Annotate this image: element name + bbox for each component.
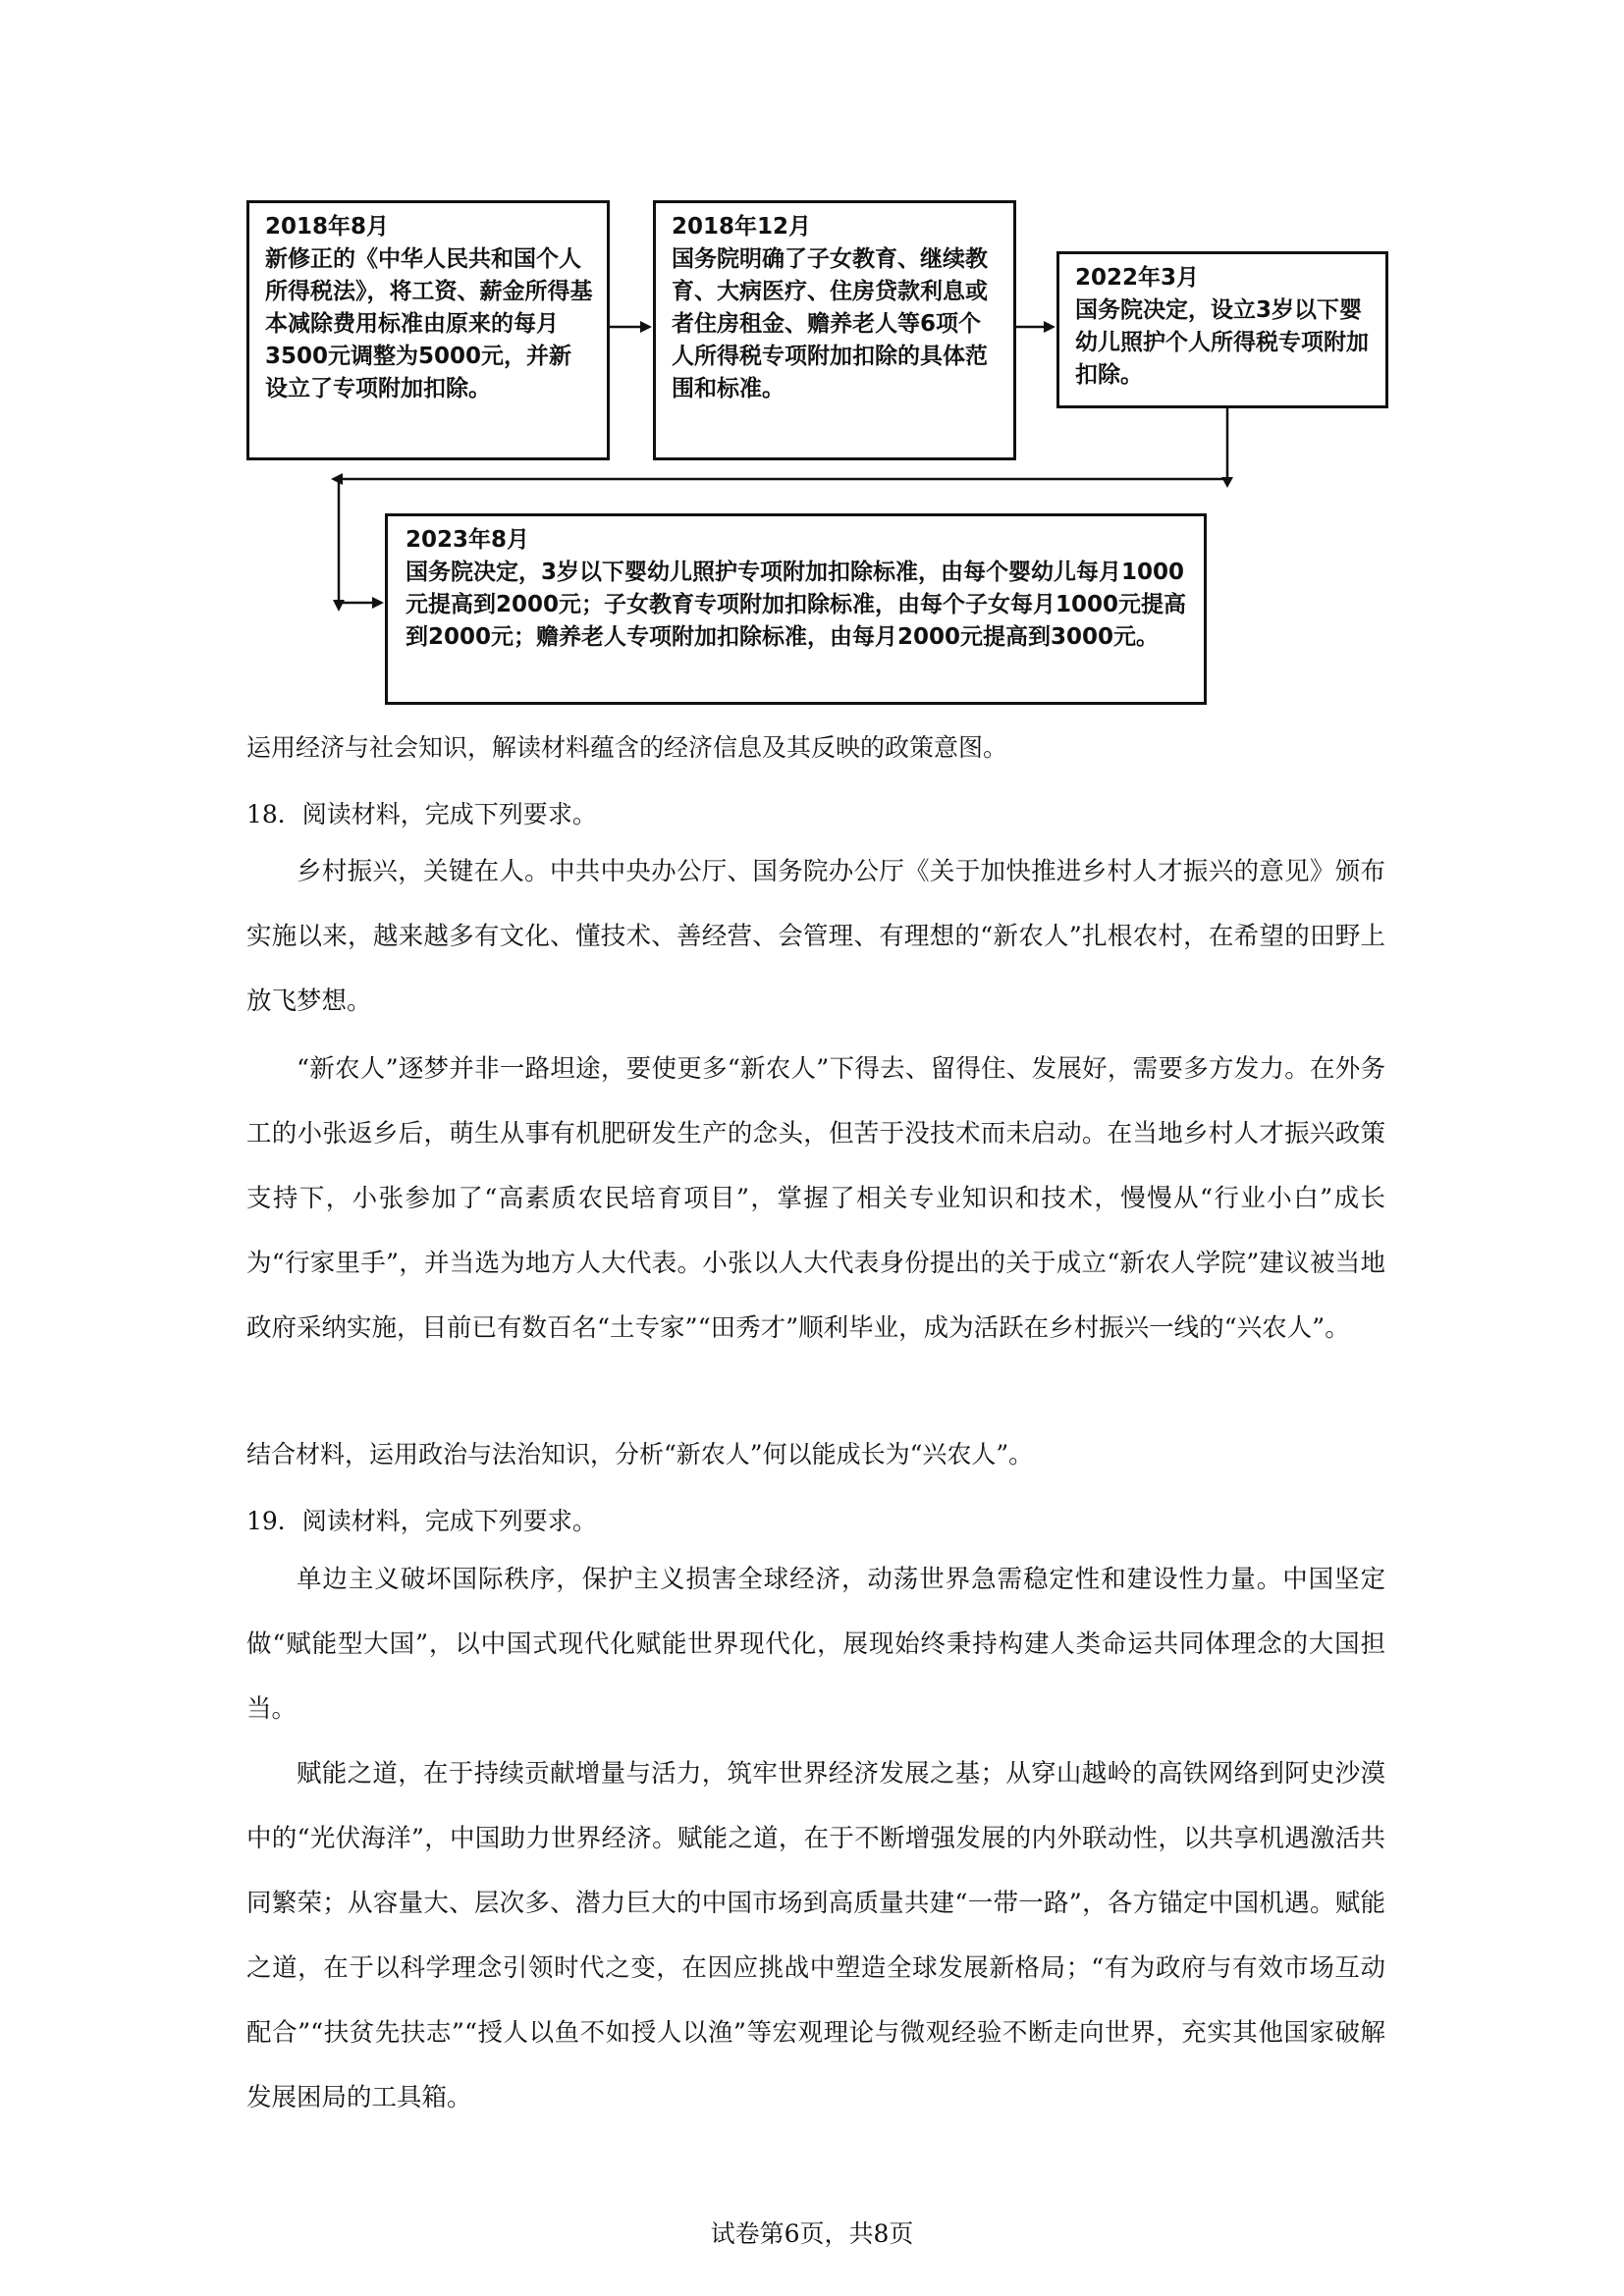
arrow-head (1221, 477, 1233, 488)
flow-date: 2018年12月 (672, 214, 812, 240)
q17-prompt: 运用经济与社会知识，解读材料蕴含的经济信息及其反映的政策意图。 (246, 733, 1008, 762)
q18-heading: 18．阅读材料，完成下列要求。 (246, 800, 597, 828)
arrow-head (1044, 321, 1056, 333)
arrow-head (372, 597, 384, 609)
flow-date: 2018年8月 (265, 214, 390, 240)
page-footer: 试卷第6页，共8页 (710, 2219, 914, 2248)
flow-arrows (0, 0, 1624, 746)
q18-paragraph-2: “新农人”逐梦并非一路坦途，要使更多“新农人”下得去、留得住、发展好，需要多方发力。在外务工的小张返乡后，萌生从事有机肥研发生产的念头，但苦于没技术而未启动。在当地乡村人才振兴政策支持下，小张参加了“高素质农民培育项目”，掌握了相关专业知识和技术，慢慢从“行业小白”成长为“行家里手”，并当选为地方人大代表。小张以人大代表身份提出的关于成立“新农人学院”建议被当地政府采纳实施，目前已有数百名“土专家”“田秀才”顺利毕业，成为活跃在乡村振兴一线的“兴农人”。 (246, 1054, 1385, 1343)
flow-date: 2023年8月 (406, 527, 530, 553)
q18-paragraph-1: 乡村振兴，关键在人。中共中央办公厅、国务院办公厅《关于加快推进乡村人才振兴的意见》颁布实施以来，越来越多有文化、懂技术、善经营、会管理、有理想的“新农人”扎根农村，在希望的田野上放飞梦想。 (246, 857, 1385, 1016)
flow-text: 国务院决定，设立3岁以下婴幼儿照护个人所得税专项附加扣除。 (1075, 297, 1369, 388)
arrow-head (333, 600, 345, 612)
flow-date: 2022年3月 (1075, 265, 1200, 291)
q19-paragraph-1: 单边主义破坏国际秩序，保护主义损害全球经济，动荡世界急需稳定性和建设性力量。中国坚定做“赋能型大国”，以中国式现代化赋能世界现代化，展现始终秉持构建人类命运共同体理念的大国担当。 (246, 1565, 1385, 1724)
flow-text: 国务院决定，3岁以下婴幼儿照护专项附加扣除标准，由每个婴幼儿每月1000元提高到2000元；子女教育专项附加扣除标准，由每个子女每月1000元提高到2000元；赡养老人专项附加扣除标准，由每月2000元提高到3000元。 (406, 560, 1187, 650)
q19-paragraph-2: 赋能之道，在于持续贡献增量与活力，筑牢世界经济发展之基；从穿山越岭的高铁网络到阿史沙漠中的“光伏海洋”，中国助力世界经济。赋能之道，在于不断增强发展的内外联动性，以共享机遇激活共同繁荣；从容量大、层次多、潜力巨大的中国市场到高质量共建“一带一路”，各方锚定中国机遇。赋能之道，在于以科学理念引领时代之变，在因应挑战中塑造全球发展新格局；“有为政府与有效市场互动配合”“扶贫先扶志”“授人以鱼不如授人以渔”等宏观理论与微观经验不断走向世界，充实其他国家破解发展困局的工具箱。 (246, 1759, 1385, 2112)
arrow-head (331, 473, 343, 485)
flow-text: 新修正的《中华人民共和国个人所得税法》，将工资、薪金所得基本减除费用标准由原来的每月3500元调整为5000元，并新设立了专项附加扣除。 (265, 246, 593, 401)
q19-heading: 19．阅读材料，完成下列要求。 (246, 1507, 597, 1535)
flow-text: 国务院明确了子女教育、继续教育、大病医疗、住房贷款利息或者住房租金、赡养老人等6项个人所得税专项附加扣除的具体范围和标准。 (672, 246, 988, 401)
q18-prompt: 结合材料，运用政治与法治知识，分析“新农人”何以能成长为“兴农人”。 (246, 1440, 1034, 1468)
arrow-head (640, 321, 652, 333)
